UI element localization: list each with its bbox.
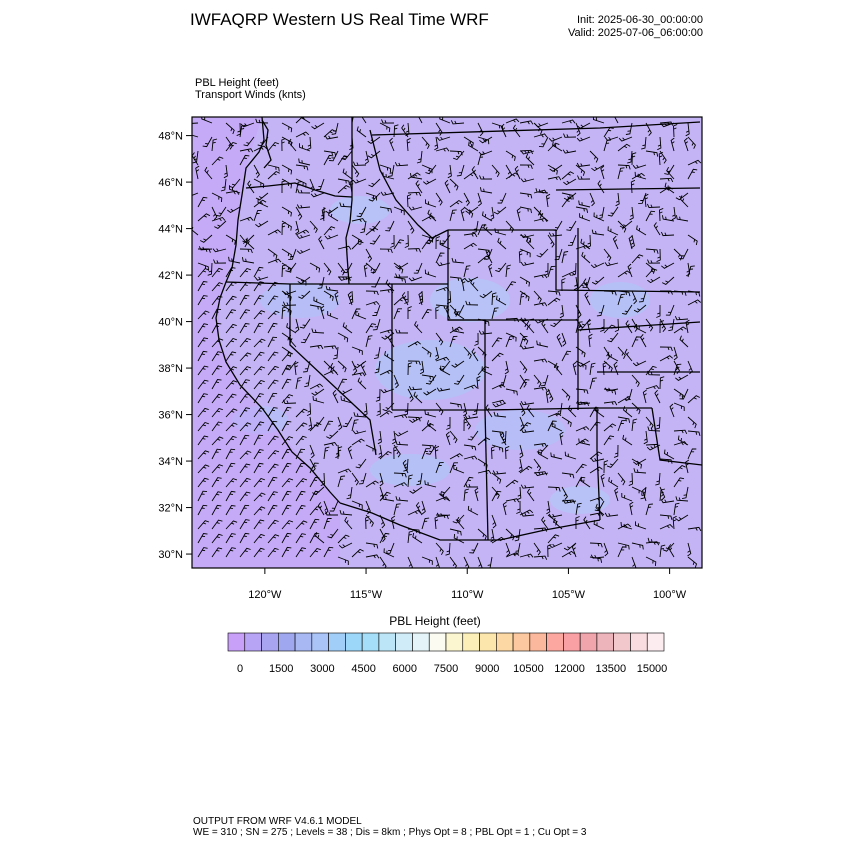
colorbar-swatch [580,633,597,651]
model-line-1: OUTPUT FROM WRF V4.6.1 MODEL [193,816,362,827]
chart-title: IWFAQRP Western US Real Time WRF [190,10,489,29]
lat-tick-label: 36°N [158,409,183,422]
colorbar-swatch [278,633,295,651]
colorbar-swatch [228,633,245,651]
colorbar-label: 12000 [554,663,585,675]
colorbar-swatch [429,633,446,651]
colorbar-title: PBL Height (feet) [389,614,481,628]
colorbar-swatch [329,633,346,651]
colorbar-label: 3000 [310,663,335,675]
colorbar-label: 0 [236,663,244,675]
colorbar-swatch [446,633,463,651]
lon-tick-label: 105°W [551,589,585,601]
colorbar-swatch [530,633,547,651]
colorbar [228,633,667,675]
valid-time: Valid: 2025-07-06_06:00:00 [568,27,703,39]
colorbar-label: 1500 [268,663,294,675]
colorbar-swatch [362,633,379,651]
colorbar-swatch [295,633,312,651]
colorbar-swatch [379,633,396,651]
lat-tick-label: 48°N [158,130,183,143]
colorbar-swatch [463,633,480,651]
colorbar-label: 15000 [636,663,668,675]
map-panel [185,110,702,570]
lat-tick-label: 46°N [158,177,183,190]
colorbar-swatch [647,633,664,651]
colorbar-label: 9000 [474,663,500,675]
lat-tick-label: 30°N [158,549,183,562]
colorbar-swatch [262,633,279,651]
colorbar-swatch [496,633,513,651]
colorbar-swatch [245,633,262,651]
colorbar-swatch [597,633,614,651]
colorbar-swatch [547,633,564,651]
lon-tick-label: 115°W [349,589,383,601]
lon-tick-label: 120°W [248,589,282,601]
colorbar-swatch [345,633,362,651]
colorbar-label: 7500 [433,663,459,675]
colorbar-swatch [396,633,413,651]
lat-tick-label: 34°N [158,456,183,469]
lat-tick-label: 40°N [158,316,183,329]
colorbar-label: 6000 [392,663,418,675]
colorbar-swatch [412,633,429,651]
pbl-patch [550,486,610,514]
model-info [193,816,586,838]
wind-label: Transport Winds (knts) [195,89,306,101]
lat-tick-label: 32°N [158,502,183,515]
init-time: Init: 2025-06-30_00:00:00 [577,14,703,26]
colorbar-label: 13500 [595,663,627,675]
lat-tick-label: 38°N [158,363,183,376]
colorbar-swatch [614,633,631,651]
colorbar-swatch [312,633,329,651]
colorbar-swatch [513,633,530,651]
colorbar-swatch [630,633,647,651]
field-label: PBL Height (feet) [195,77,279,89]
colorbar-swatch [480,633,497,651]
lat-tick-label: 42°N [158,270,183,283]
lon-tick-label: 100°W [653,589,687,601]
lat-tick-label: 44°N [158,223,183,236]
colorbar-swatch [563,633,580,651]
model-line-2: WE = 310 ; SN = 275 ; Levels = 38 ; Dis = 8km ; Phys Opt = 8 ; PBL Opt = 1 ; Cu Opt = 3 [193,827,587,838]
lon-tick-label: 110°W [451,589,484,601]
colorbar-label: 4500 [351,663,376,675]
colorbar-label: 10500 [513,663,544,675]
